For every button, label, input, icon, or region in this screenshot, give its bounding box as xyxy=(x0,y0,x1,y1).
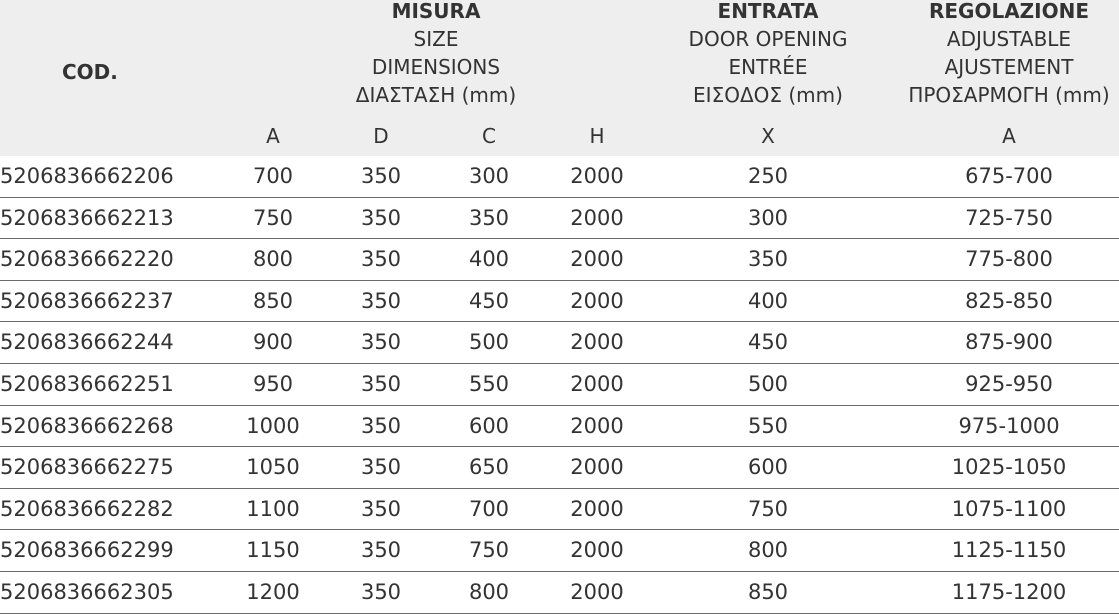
cell-d: 350 xyxy=(360,455,402,480)
cell-a: 1100 xyxy=(246,496,300,521)
cell-h: 2000 xyxy=(570,455,624,480)
cell-d: 350 xyxy=(360,496,402,521)
header-cod: COD. xyxy=(62,60,118,84)
header-regolazione-line: REGOLAZIONE xyxy=(928,0,1090,23)
table-row xyxy=(0,239,1119,281)
cell-adjustable: 775-800 xyxy=(965,247,1053,272)
table-row xyxy=(0,572,1119,614)
header-regolazione-line: ADJUSTABLE xyxy=(946,27,1072,51)
cell-code: 5206836662251 xyxy=(0,371,174,396)
cell-c: 600 xyxy=(468,413,510,438)
cell-code: 5206836662268 xyxy=(0,413,174,438)
cell-d: 350 xyxy=(360,579,402,604)
cell-h: 2000 xyxy=(570,164,624,188)
cell-c: 550 xyxy=(468,371,510,396)
cell-a: 800 xyxy=(252,247,294,272)
table-row xyxy=(0,447,1119,489)
subheader-x: X xyxy=(761,124,775,148)
header-regolazione-line: AJUSTEMENT xyxy=(944,55,1074,79)
cell-d: 350 xyxy=(360,330,402,355)
header-entrata-line: DOOR OPENING xyxy=(688,27,848,51)
cell-d: 350 xyxy=(360,413,402,438)
subheader-adj-a: A xyxy=(1002,124,1016,148)
cell-c: 350 xyxy=(468,205,510,230)
cell-c: 500 xyxy=(468,330,510,355)
cell-d: 350 xyxy=(360,538,402,563)
cell-h: 2000 xyxy=(570,579,624,604)
cell-code: 5206836662244 xyxy=(0,330,174,355)
cell-c: 300 xyxy=(468,164,510,188)
cell-d: 350 xyxy=(360,371,402,396)
cell-code: 5206836662282 xyxy=(0,496,174,521)
cell-c: 700 xyxy=(468,496,510,521)
cell-x: 450 xyxy=(747,330,789,355)
table-header xyxy=(0,0,1119,156)
cell-adjustable: 1075-1100 xyxy=(951,496,1067,521)
cell-d: 350 xyxy=(360,205,402,230)
header-misura-line: DIMENSIONS xyxy=(371,55,501,79)
cell-code: 5206836662275 xyxy=(0,455,174,480)
cell-a: 1150 xyxy=(246,538,300,563)
table-body xyxy=(0,156,1119,614)
header-regolazione-line: ΠΡΟΣΑΡΜΟΓΗ (mm) xyxy=(908,83,1110,107)
cell-x: 750 xyxy=(747,496,789,521)
cell-x: 250 xyxy=(747,164,789,188)
table-row xyxy=(0,406,1119,448)
cell-x: 550 xyxy=(747,413,789,438)
cell-x: 800 xyxy=(747,538,789,563)
cell-code: 5206836662305 xyxy=(0,579,174,604)
cell-c: 650 xyxy=(468,455,510,480)
cell-d: 350 xyxy=(360,288,402,313)
subheader-a: A xyxy=(266,124,280,148)
cell-adjustable: 1125-1150 xyxy=(951,538,1067,563)
header-misura xyxy=(350,0,522,109)
header-misura-line: MISURA xyxy=(391,0,481,23)
table-row xyxy=(0,198,1119,240)
cell-x: 850 xyxy=(747,579,789,604)
table-row xyxy=(0,322,1119,364)
cell-adjustable: 825-850 xyxy=(965,288,1053,313)
cell-code: 5206836662213 xyxy=(0,205,174,230)
cell-c: 750 xyxy=(468,538,510,563)
header-regolazione xyxy=(899,0,1119,109)
cell-h: 2000 xyxy=(570,371,624,396)
cell-c: 800 xyxy=(468,579,510,604)
header-entrata-line: ΕΙΣΟΔΟΣ (mm) xyxy=(693,83,843,107)
cell-code: 5206836662220 xyxy=(0,247,174,272)
table-row xyxy=(0,530,1119,572)
cell-h: 2000 xyxy=(570,205,624,230)
cell-h: 2000 xyxy=(570,538,624,563)
cell-x: 350 xyxy=(747,247,789,272)
subheader-h: H xyxy=(589,124,605,148)
cell-x: 600 xyxy=(747,455,789,480)
header-entrata-line: ENTRÉE xyxy=(728,55,808,79)
cell-a: 750 xyxy=(252,205,294,230)
cell-d: 350 xyxy=(360,247,402,272)
table-row xyxy=(0,489,1119,531)
cell-adjustable: 675-700 xyxy=(965,164,1053,188)
cell-c: 450 xyxy=(468,288,510,313)
cell-adjustable: 725-750 xyxy=(965,205,1053,230)
cell-h: 2000 xyxy=(570,247,624,272)
cell-h: 2000 xyxy=(570,330,624,355)
cell-h: 2000 xyxy=(570,413,624,438)
cell-a: 700 xyxy=(252,164,294,188)
cell-d: 350 xyxy=(360,164,402,188)
cell-h: 2000 xyxy=(570,496,624,521)
subheader-c: C xyxy=(482,124,496,148)
cell-a: 900 xyxy=(252,330,294,355)
table-row xyxy=(0,364,1119,406)
cell-code: 5206836662299 xyxy=(0,538,174,563)
cell-x: 400 xyxy=(747,288,789,313)
cell-a: 850 xyxy=(252,288,294,313)
header-entrata-line: ENTRATA xyxy=(717,0,819,23)
header-entrata xyxy=(668,0,868,109)
cell-adjustable: 1175-1200 xyxy=(951,579,1067,604)
cell-x: 300 xyxy=(747,205,789,230)
cell-a: 1050 xyxy=(246,455,300,480)
header-misura-line: ΔΙΑΣΤΑΣΗ (mm) xyxy=(355,83,517,107)
cell-a: 950 xyxy=(252,371,294,396)
cell-c: 400 xyxy=(468,247,510,272)
cell-a: 1000 xyxy=(246,413,300,438)
cell-adjustable: 925-950 xyxy=(965,371,1053,396)
cell-adjustable: 975-1000 xyxy=(958,413,1060,438)
table-row xyxy=(0,281,1119,323)
subheader-d: D xyxy=(373,124,389,148)
cell-adjustable: 875-900 xyxy=(965,330,1053,355)
table-row xyxy=(0,156,1119,198)
header-misura-line: SIZE xyxy=(413,27,459,51)
cell-a: 1200 xyxy=(246,579,300,604)
cell-adjustable: 1025-1050 xyxy=(951,455,1067,480)
cell-x: 500 xyxy=(747,371,789,396)
cell-h: 2000 xyxy=(570,288,624,313)
cell-code: 5206836662237 xyxy=(0,288,174,313)
cell-code: 5206836662206 xyxy=(0,164,174,188)
